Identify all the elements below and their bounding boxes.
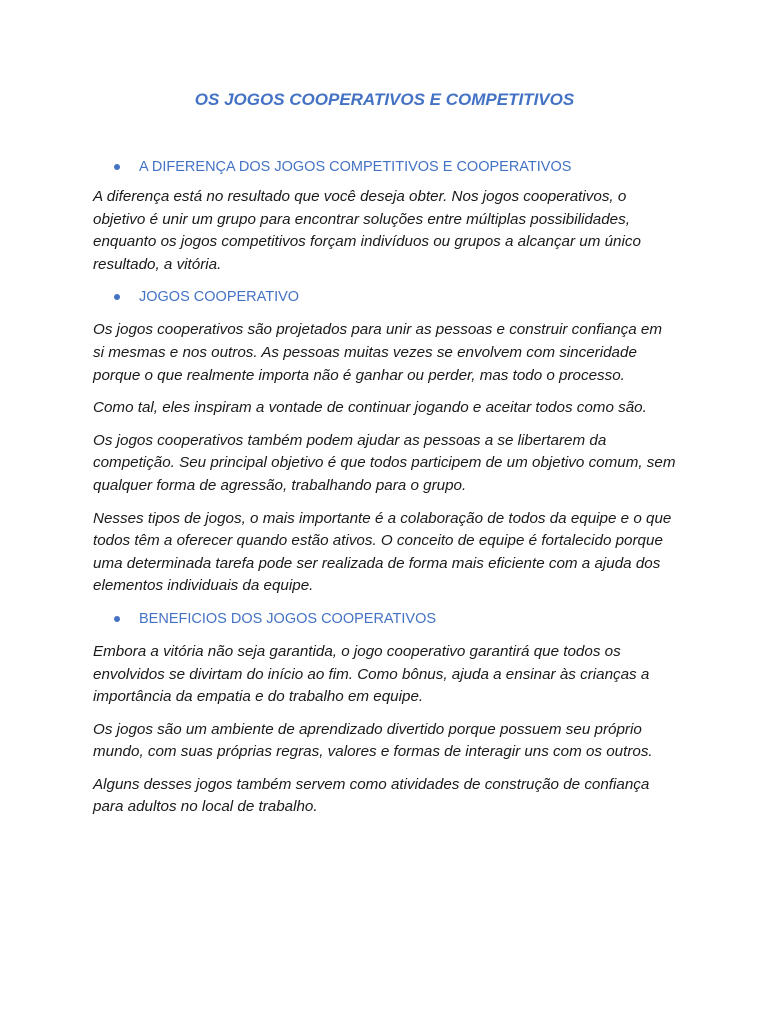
paragraph: Os jogos cooperativos são projetados para unir as pessoas e construir confiança em si mesmas e nos outros. As pessoas muitas vezes se envolvem com sinceridade porque o que realmente importa não é ganhar ou perder, mas todo o processo. xyxy=(93,321,662,384)
paragraph: Alguns desses jogos também servem como atividades de construção de confiança para adultos no local de trabalho. xyxy=(93,775,650,816)
bullet-icon xyxy=(114,294,120,300)
paragraph: Os jogos cooperativos também podem ajudar as pessoas a se libertarem da competição. Seu principal objetivo é que todos participem de um objetivo comum, sem qualquer forma de agressão, trabalhando para o grupo. xyxy=(93,431,676,494)
document-title: OS JOGOS COOPERATIVOS E COMPETITIVOS xyxy=(194,90,575,109)
paragraph: Como tal, eles inspiram a vontade de continuar jogando e aceitar todos como são. xyxy=(93,399,647,417)
section-heading-text: A DIFERENÇA DOS JOGOS COMPETITIVOS E COOPERATIVOS xyxy=(139,159,572,175)
bullet-icon xyxy=(114,616,120,622)
paragraph: Os jogos são um ambiente de aprendizado divertido porque possuem seu próprio mundo, com suas próprias regras, valores e formas de interagir uns com os outros. xyxy=(93,720,653,761)
section-heading-text: JOGOS COOPERATIVO xyxy=(139,289,300,306)
section-heading xyxy=(93,609,676,629)
paragraph: Embora a vitória não seja garantida, o jogo cooperativo garantirá que todos os envolvidos se divirtam do início ao fim. Como bônus, ajuda a ensinar às crianças a importância da empatia e do trabalho em equipe. xyxy=(93,642,650,706)
paragraph: Nesses tipos de jogos, o mais importante é a colaboração de todos da equipe e o que todos têm a oferecer quando estão ativos. O conceito de equipe é fortalecido porque uma determinada tarefa pode ser realizada de forma mais eficiente com a ajuda dos elementos individuais da equipe. xyxy=(93,509,672,595)
section-heading xyxy=(93,157,676,177)
bullet-icon xyxy=(114,164,120,170)
section-heading-text: BENEFICIOS DOS JOGOS COOPERATIVOS xyxy=(139,610,437,627)
paragraph: A diferença está no resultado que você deseja obter. Nos jogos cooperativos, o objetivo é unir um grupo para encontrar soluções entre múltiplas possibilidades, enquanto os jogos competitivos forçam indivíduos ou grupos a alcançar um único resultado, a vitória. xyxy=(93,188,641,273)
section-heading xyxy=(93,287,676,307)
